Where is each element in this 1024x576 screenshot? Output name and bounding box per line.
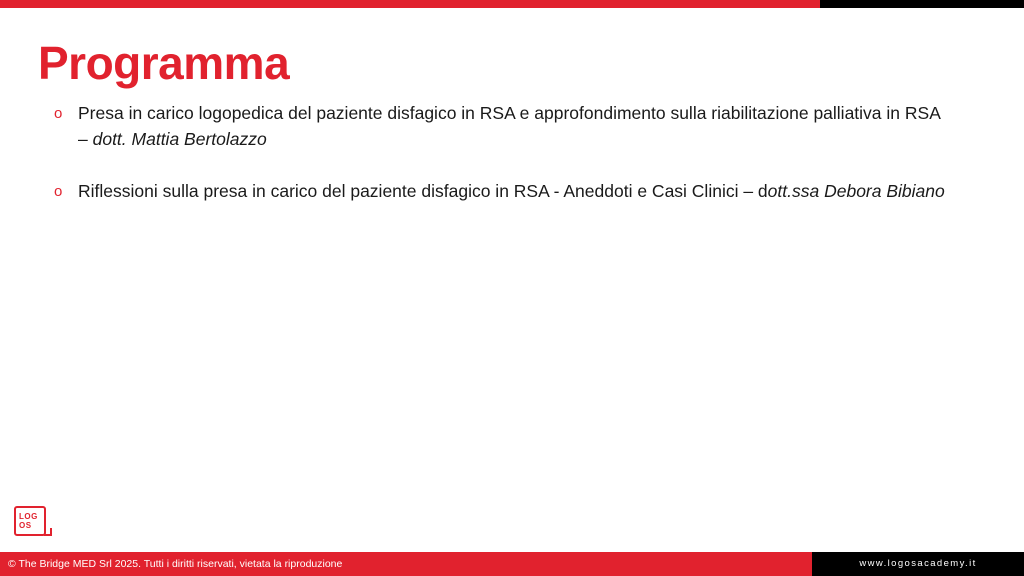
list-item-text-plain: Riflessioni sulla presa in carico del paziente disfagico in RSA - Aneddoti e Casi Clinici – d: [78, 181, 768, 201]
footer: [0, 552, 1024, 576]
logos-logo: [14, 506, 52, 542]
logo-line-2: OS: [19, 521, 32, 530]
logo-box: [14, 506, 46, 536]
page-title: Programma: [38, 37, 290, 89]
list-item-text: [78, 100, 954, 152]
bullet-marker-icon: o: [54, 183, 63, 200]
top-bar-black: [820, 0, 1024, 8]
list-item-speaker: ott.ssa Debora Bibiano: [767, 181, 945, 201]
bullet-list: [54, 100, 954, 231]
footer-copyright: © The Bridge MED Srl 2025. Tutti i diritti riservati, vietata la riproduzione: [0, 552, 812, 576]
list-item-text: [78, 178, 954, 204]
bullet-marker-icon: o: [54, 105, 63, 122]
list-item: [54, 178, 954, 205]
list-item: [54, 100, 954, 152]
list-item-speaker: dott. Mattia Bertolazzo: [92, 129, 267, 149]
list-item-text-plain: Presa in carico logopedica del paziente disfagico in RSA e approfondimento sulla riabilitazione palliativa in RSA –: [78, 103, 940, 149]
top-bar-red: [0, 0, 820, 8]
logo-line-1: LOG: [19, 512, 38, 521]
logo-corner-icon: [44, 528, 52, 536]
footer-website[interactable]: www.logosacademy.it: [812, 552, 1024, 576]
